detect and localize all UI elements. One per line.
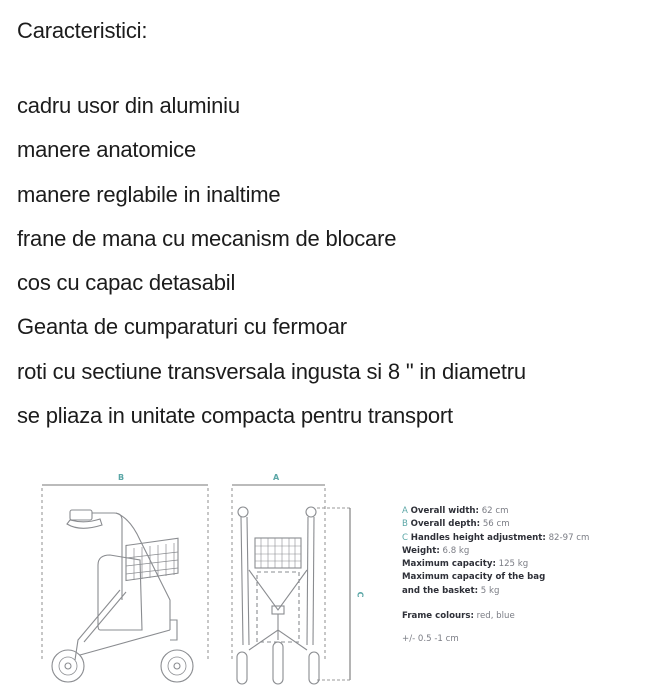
dimension-label-b: B <box>118 473 125 482</box>
dimension-label-a: A <box>273 473 280 482</box>
spec-overall-depth: B Overall depth: 56 cm <box>402 519 510 530</box>
spec-handles-height: C Handles height adjustment: 82-97 cm <box>402 532 590 543</box>
spec-bag-capacity-cont: and the basket: 5 kg <box>402 585 500 596</box>
spec-overall-width: A Overall width: 62 cm <box>402 506 509 516</box>
spec-bag-capacity: Maximum capacity of the bag <box>402 572 546 583</box>
feature-item: se pliaza in unitate compacta pentru transport <box>17 403 453 429</box>
features-heading: Caracteristici: <box>17 18 148 43</box>
feature-item: roti cu sectiune transversala ingusta si 8 " in diametru <box>17 358 526 384</box>
rollator-front-view-illustration <box>225 480 365 695</box>
feature-item: manere reglabile in inaltime <box>17 181 281 207</box>
feature-item: cos cu capac detasabil <box>17 270 236 296</box>
features-list <box>17 92 526 446</box>
spec-max-capacity: Maximum capacity: 125 kg <box>402 559 529 570</box>
feature-item: cadru usor din aluminiu <box>17 93 240 118</box>
spec-weight: Weight: 6.8 kg <box>402 545 470 556</box>
rollator-side-view-illustration <box>30 480 210 695</box>
dimension-label-c: C <box>355 591 365 598</box>
feature-item: manere anatomice <box>17 137 197 163</box>
specifications-panel <box>402 505 589 647</box>
feature-item: Geanta de cumparaturi cu fermoar <box>17 314 347 340</box>
feature-item: frane de mana cu mecanism de blocare <box>17 225 397 251</box>
spec-frame-colours: Frame colours: red, blue <box>402 611 515 622</box>
spec-tolerance: +/- 0.5 -1 cm <box>402 634 459 645</box>
